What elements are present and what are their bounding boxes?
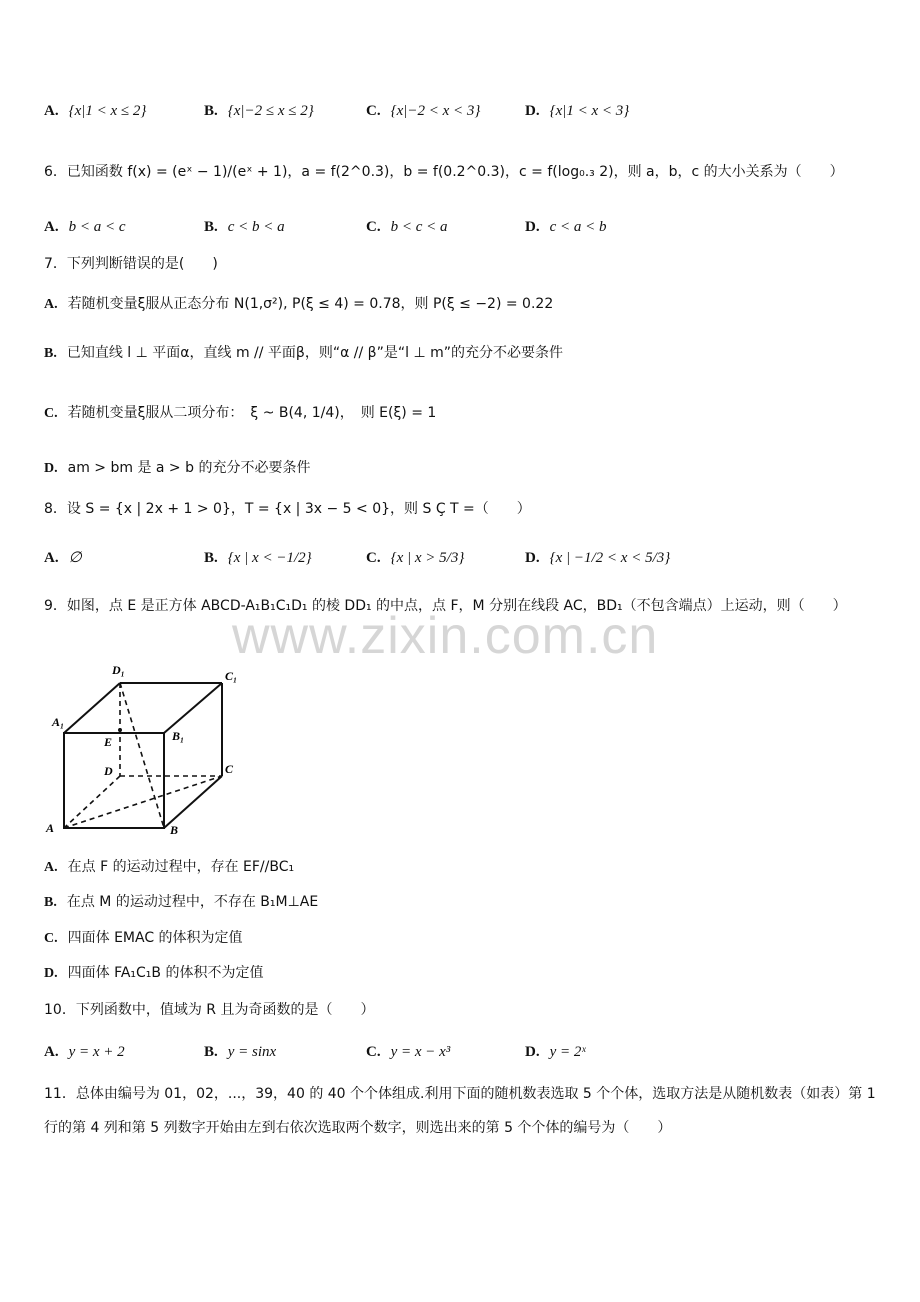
q5-option-a: A. {x|1 < x ≤ 2} [44, 103, 147, 119]
q7-option-b: B. 已知直线 l ⊥ 平面α，直线 m // 平面β，则“α // β”是“l ⊥ m”的充分不必要条件 [44, 345, 563, 361]
q6-stem: 6．已知函数 f(x) = (eˣ − 1)/(eˣ + 1)，a = f(2^0.3)，b = f(0.2^0.3)，c = f(log₀.₃ 2)，则 a，b，c 的大小关系为（ ） [44, 164, 844, 180]
label-e: E [104, 735, 113, 749]
q6-option-c: C. b < c < a [366, 219, 448, 235]
q5-option-c: C. {x|−2 < x < 3} [366, 103, 481, 119]
label-a1: A₁ [52, 715, 65, 729]
q9-option-d: D. 四面体 FA₁C₁B 的体积不为定值 [44, 965, 264, 981]
q9-stem: 9．如图，点 E 是正方体 ABCD-A₁B₁C₁D₁ 的棱 DD₁ 的中点，点 F，M 分别在线段 AC，BD₁（不包含端点）上运动，则（ ） [44, 598, 847, 614]
q5-option-d: D. {x|1 < x < 3} [525, 103, 630, 119]
q7-option-a: A. 若随机变量ξ服从正态分布 N(1,σ²), P(ξ ≤ 4) = 0.78，则 P(ξ ≤ −2) = 0.22 [44, 296, 554, 312]
label-c1: C₁ [225, 669, 238, 683]
q7-stem: 7．下列判断错误的是( ) [44, 256, 218, 272]
q6-option-a: A. b < a < c [44, 219, 126, 235]
q6-option-d: D. c < a < b [525, 219, 607, 235]
q10-option-b: B. y = sinx [204, 1044, 277, 1060]
label-d1: D₁ [112, 663, 125, 677]
label-a: A [46, 821, 55, 835]
q8-option-a: A. ∅ [44, 550, 82, 566]
watermark: www.zixin.com.cn [232, 607, 659, 665]
q8-stem: 8．设 S = {x | 2x + 1 > 0}，T = {x | 3x − 5 < 0}，则 S Ç T =（ ） [44, 501, 531, 517]
q10-option-a: A. y = x + 2 [44, 1044, 125, 1060]
q10-stem: 10．下列函数中，值域为 R 且为奇函数的是（ ） [44, 1002, 375, 1018]
q9-option-b: B. 在点 M 的运动过程中，不存在 B₁M⊥AE [44, 894, 319, 910]
label-d: D [104, 764, 113, 778]
label-c: C [225, 762, 234, 776]
label-b: B [170, 823, 179, 837]
q11-stem: 11．总体由编号为 01，02，...，39，40 的 40 个个体组成.利用下面的随机数表选取 5 个个体，选取方法是从随机数表（如表）第 1 行的第 4 列和第 5 列数字开始由左到右依次选取两个数字，则选出来的第 5 个个体的编号为（ ） [44, 1086, 876, 1136]
cube-figure [40, 660, 250, 840]
q6-option-b: B. c < b < a [204, 219, 285, 235]
q9-option-a: A. 在点 F 的运动过程中，存在 EF//BC₁ [44, 859, 295, 875]
q10-option-d: D. y = 2ˣ [525, 1044, 586, 1060]
q9-option-c: C. 四面体 EMAC 的体积为定值 [44, 930, 243, 946]
q5-option-b: B. {x|−2 ≤ x ≤ 2} [204, 103, 314, 119]
q7-option-d: D. am > bm 是 a > b 的充分不必要条件 [44, 460, 311, 476]
q8-option-d: D. {x | −1/2 < x < 5/3} [525, 550, 671, 566]
q8-option-c: C. {x | x > 5/3} [366, 550, 465, 566]
q7-option-c: C. 若随机变量ξ服从二项分布： ξ ~ B(4, 1/4)， 则 E(ξ) = 1 [44, 405, 437, 421]
q10-option-c: C. y = x − x³ [366, 1044, 451, 1060]
label-b1: B₁ [172, 729, 185, 743]
q8-option-b: B. {x | x < −1/2} [204, 550, 312, 566]
